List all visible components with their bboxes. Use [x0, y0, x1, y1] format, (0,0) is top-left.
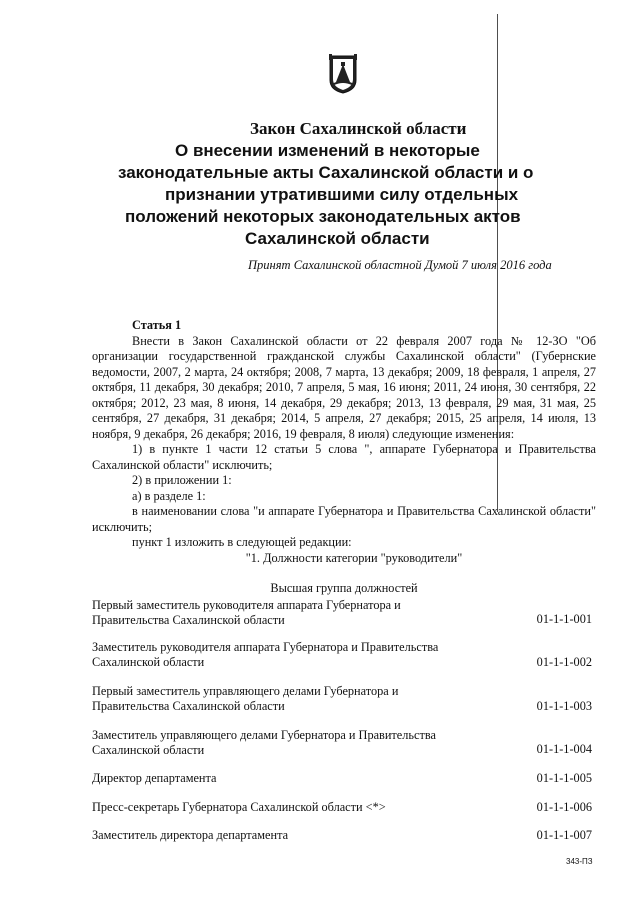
- position-name: Директор департамента: [92, 771, 217, 785]
- subtitle-line-4: положений некоторых законодательных актов: [125, 207, 521, 226]
- position-name: Пресс-секретарь Губернатора Сахалинской области <*>: [92, 800, 386, 814]
- article-item-2a-point: пункт 1 изложить в следующей редакции:: [132, 535, 352, 549]
- subtitle-line-2: законодательные акты Сахалинской области и о: [118, 163, 534, 182]
- position-code: 01-1-1-005: [536, 771, 592, 785]
- article-body: [92, 318, 596, 597]
- position-name: Первый заместитель управляющего делами Губернатора и Правительства Сахалинской области: [92, 684, 399, 713]
- law-title: Закон Сахалинской области: [250, 119, 467, 138]
- article-heading: Статья 1: [132, 318, 182, 332]
- subtitle-line-1: О внесении изменений в некоторые: [175, 141, 480, 160]
- quote-heading: "1. Должности категории "руководители": [245, 550, 463, 565]
- position-code: 01-1-1-004: [536, 742, 592, 756]
- position-code: 01-1-1-003: [536, 699, 592, 713]
- article-item-1: 1) в пункте 1 части 12 статьи 5 слова ", аппарате Губернатора и Правительства Сахалинской области" исключить;: [92, 442, 596, 472]
- article-item-2: 2) в приложении 1:: [132, 473, 232, 487]
- position-name: Заместитель управляющего делами Губернатора и Правительства Сахалинской области: [92, 728, 436, 757]
- position-code: 01-1-1-001: [536, 612, 592, 626]
- position-code: 01-1-1-002: [536, 655, 592, 669]
- article-intro: Внести в Закон Сахалинской области от 22 февраля 2007 года № 12-ЗО "Об организации государственной гражданской службы Сахалинской области" (Губернские ведомости, 2007, 2 марта, 24 октября; 2008, 7 марта, 13 декабря; 2009, 18 февраля, 1 апреля, 27 октября, 11 декабря, 30 декабря; 2010, 7 апреля, 5 мая, 16 июня; 2011, 24 июня, 30 сентября, 22 октября; 2012, 23 мая, 8 июня, 14 декабря, 29 декабря; 2013, 13 февраля, 29 мая, 31 мая, 25 сентября, 27 декабря, 31 декабря; 2014, 5 апреля, 27 декабря; 2015, 25 апреля, 14 июля, 13 ноября, 9 декабря, 26 декабря; 2016, 19 февраля, 8 июля) следующие изменения:: [92, 333, 596, 441]
- position-code: 01-1-1-006: [536, 800, 592, 814]
- subtitle-line-3: признании утратившими силу отдельных: [165, 185, 519, 204]
- position-name: Заместитель руководителя аппарата Губернатора и Правительства Сахалинской области: [92, 640, 439, 669]
- article-item-2a: а) в разделе 1:: [132, 488, 206, 503]
- adoption-note: Принят Сахалинской областной Думой 7 июля 2016 года: [248, 258, 552, 272]
- position-name: Заместитель директора департамента: [92, 828, 289, 842]
- document-code: 343-ПЗ: [566, 857, 593, 866]
- position-name: Первый заместитель руководителя аппарата Губернатора и Правительства Сахалинской области: [92, 598, 401, 627]
- coat-of-arms-emblem: [328, 54, 358, 94]
- position-code: 01-1-1-007: [536, 828, 592, 842]
- article-item-2a-text: в наименовании слова "и аппарате Губернатора и Правительства Сахалинской области" исключить;: [92, 504, 596, 534]
- subtitle-line-5: Сахалинской области: [245, 229, 430, 248]
- group-heading: Высшая группа должностей: [270, 581, 418, 595]
